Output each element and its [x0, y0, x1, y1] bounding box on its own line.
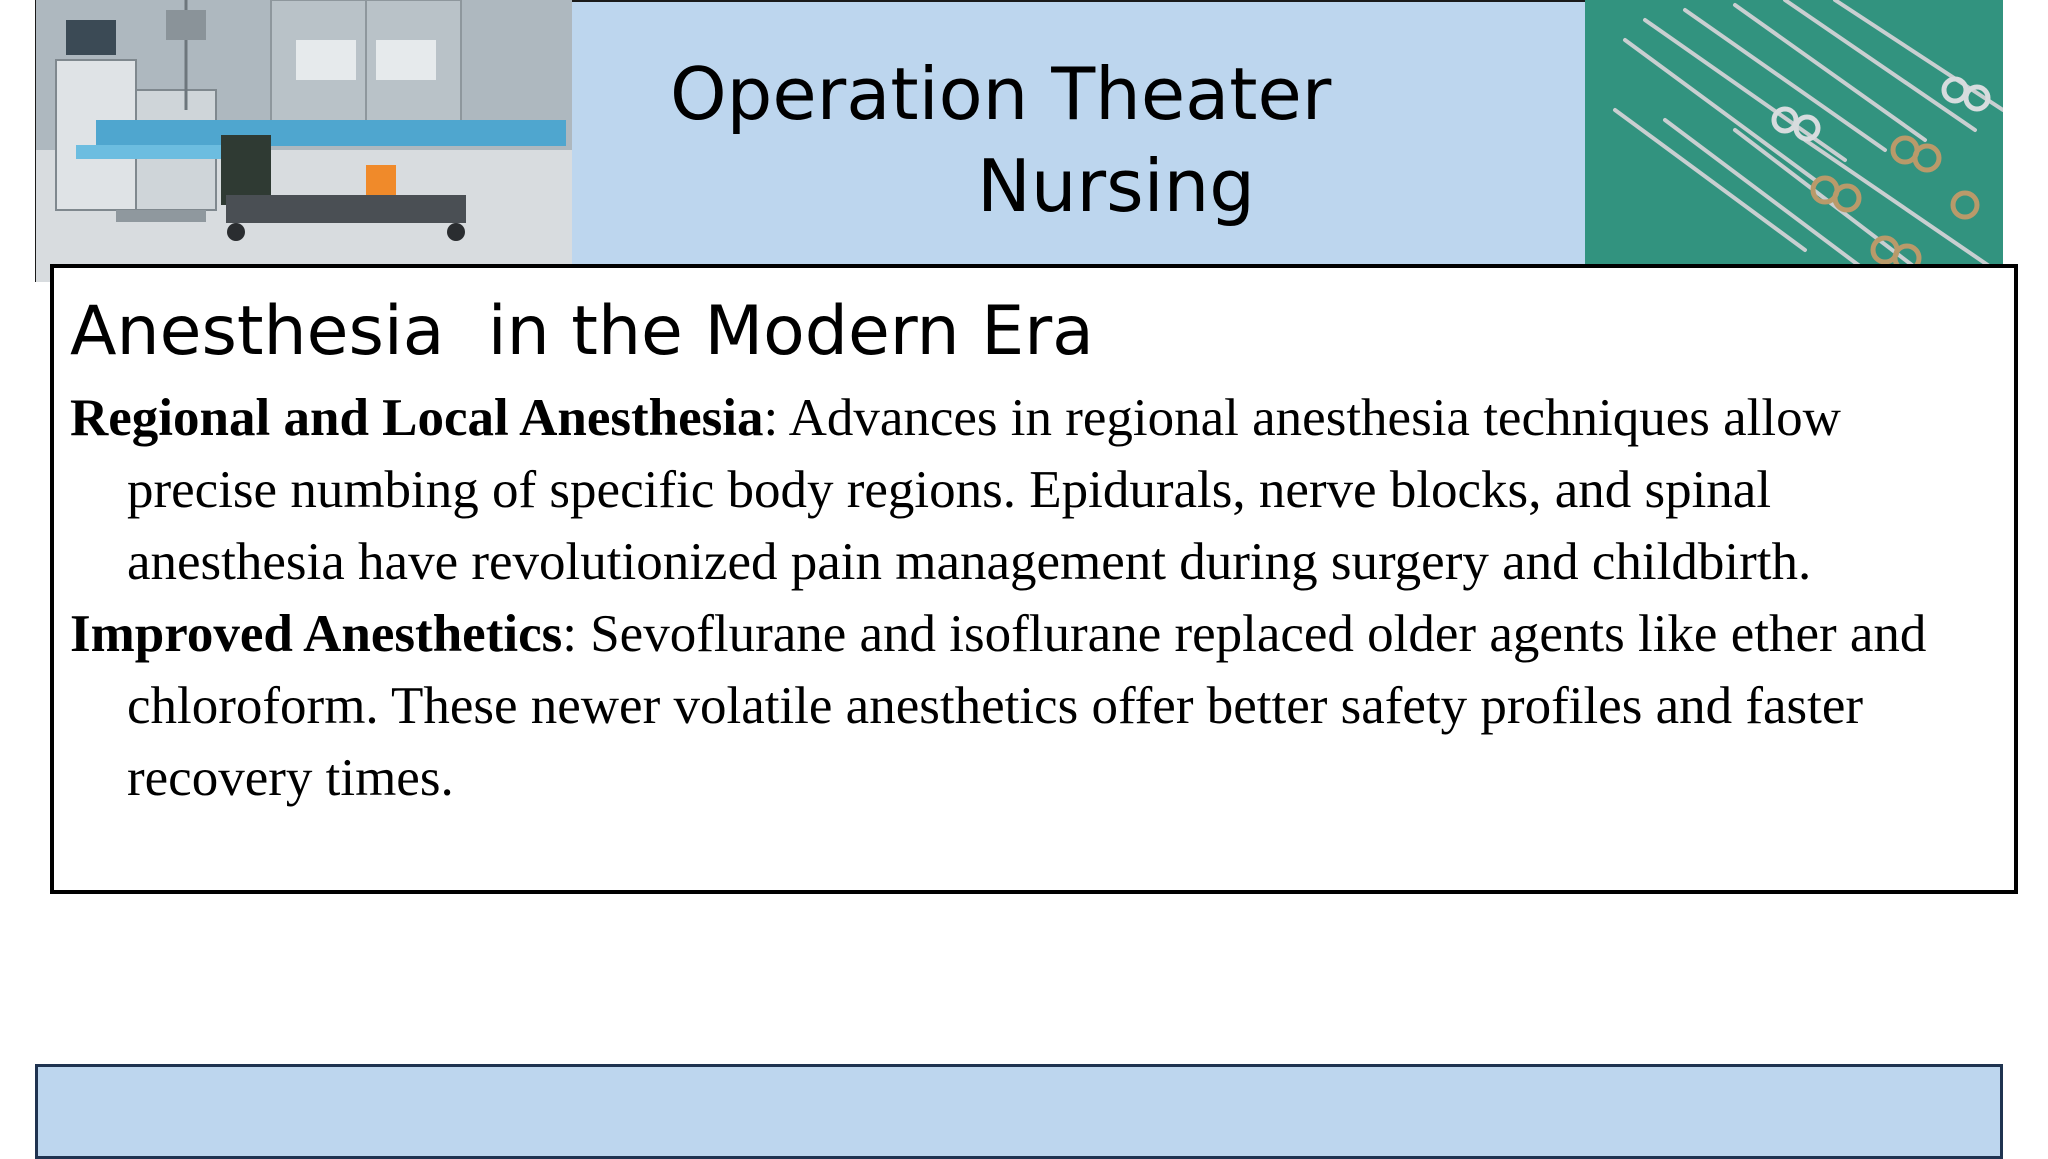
surgical-instruments-photo	[1585, 0, 2003, 282]
header-title-line-1: Operation Theater	[670, 52, 1332, 136]
operating-room-photo	[36, 0, 572, 282]
section-heading: Anesthesia in the Modern Era	[70, 292, 1094, 371]
header-title-line-2: Nursing	[977, 144, 1255, 228]
slide-header-title	[640, 48, 1520, 232]
paragraph-list	[70, 382, 2000, 814]
content-box	[50, 264, 2018, 894]
paragraph-term: Regional and Local Anesthesia	[70, 389, 764, 447]
paragraph-term: Improved Anesthetics	[70, 605, 563, 663]
footer-bar	[35, 1064, 2003, 1159]
paragraph-body: : Sevoflurane and isoflurane replaced older agents like ether and chloroform. These newer volatile anesthetics offer better safety profiles and faster recovery times.	[127, 605, 1927, 807]
paragraph-body: : Advances in regional anesthesia techniques allow precise numbing of specific body regions. Epidurals, nerve blocks, and spinal anesthesia have revolutionized pain management during surgery and childbirth.	[127, 389, 1841, 591]
paragraph-improved-anesthetics	[70, 598, 2000, 814]
paragraph-regional-anesthesia	[70, 382, 2000, 598]
